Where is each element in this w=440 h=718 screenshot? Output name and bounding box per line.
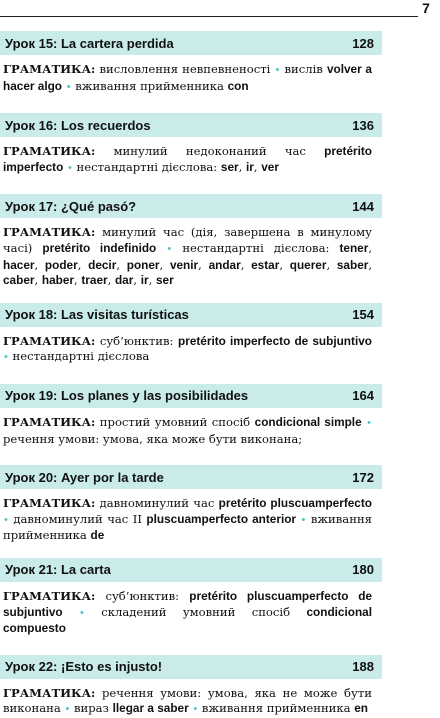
bullet-separator: • bbox=[301, 513, 306, 526]
lesson-page-number: 144 bbox=[352, 198, 374, 214]
lesson-grammar bbox=[0, 218, 386, 288]
grammar-text: , bbox=[148, 273, 156, 288]
grammar-term: dar bbox=[114, 273, 134, 288]
lesson-entry bbox=[0, 384, 440, 447]
lesson-grammar bbox=[0, 327, 386, 366]
lesson-header[interactable] bbox=[0, 384, 382, 408]
grammar-term: de bbox=[90, 528, 105, 543]
grammar-text: складений умовний спосіб bbox=[101, 604, 307, 619]
lesson-entry bbox=[0, 465, 440, 544]
grammar-term: caber bbox=[3, 273, 35, 288]
lesson-title: Урок 22: ¡Esto es injusto! bbox=[5, 659, 163, 675]
grammar-text: давноминулий час II bbox=[13, 511, 147, 526]
grammar-term: ir bbox=[246, 159, 254, 174]
bullet-separator: • bbox=[4, 351, 8, 364]
lesson-grammar bbox=[0, 582, 386, 637]
grammar-term: pretérito imperfecto bbox=[3, 144, 373, 174]
bullet-separator: • bbox=[68, 161, 72, 174]
grammar-term: condicional simple bbox=[254, 414, 362, 429]
grammar-text: , bbox=[198, 257, 209, 272]
lesson-header[interactable] bbox=[0, 194, 382, 218]
lesson-header[interactable] bbox=[0, 558, 382, 582]
grammar-term: en bbox=[354, 701, 369, 716]
grammar-text: вислів bbox=[284, 62, 327, 76]
grammar-term: ver bbox=[261, 159, 279, 174]
grammar-label: ГРАМАТИКА: bbox=[3, 333, 96, 348]
grammar-term: haber bbox=[41, 273, 74, 288]
bullet-separator: • bbox=[275, 64, 280, 76]
lesson-title: Урок 16: Los recuerdos bbox=[5, 117, 151, 133]
grammar-text: , bbox=[133, 273, 141, 288]
grammar-text: , bbox=[73, 273, 82, 288]
grammar-term: pretérito imperfecto de subjuntivo bbox=[178, 333, 372, 348]
grammar-text: минулий недоконаний час bbox=[113, 144, 325, 159]
grammar-text: , bbox=[279, 257, 290, 272]
lesson-title: Урок 20: Ayer por la tarde bbox=[5, 469, 164, 485]
lesson-page-number: 128 bbox=[352, 35, 374, 51]
lesson-entry bbox=[0, 31, 440, 95]
grammar-text: нестандартні дієслова bbox=[12, 349, 150, 364]
grammar-label: ГРАМАТИКА: bbox=[3, 225, 96, 240]
bullet-separator: • bbox=[65, 703, 70, 716]
grammar-term: ser bbox=[155, 273, 174, 288]
grammar-term: ser bbox=[220, 159, 239, 174]
grammar-term: saber bbox=[336, 257, 369, 272]
grammar-text: , bbox=[116, 257, 127, 272]
grammar-label: ГРАМАТИКА: bbox=[3, 144, 96, 159]
bullet-separator: • bbox=[367, 416, 372, 429]
grammar-text: вживання прийменника bbox=[201, 701, 355, 716]
lesson-grammar bbox=[0, 408, 386, 447]
header-rule bbox=[0, 16, 418, 17]
grammar-text: , bbox=[159, 257, 170, 272]
grammar-term: querer bbox=[289, 257, 327, 272]
grammar-term: estar bbox=[251, 257, 280, 272]
table-of-contents bbox=[0, 31, 440, 718]
lesson-header[interactable] bbox=[0, 303, 382, 327]
grammar-text: суб’юнктив: bbox=[105, 588, 190, 603]
grammar-term: con bbox=[227, 78, 249, 93]
grammar-label: ГРАМАТИКА: bbox=[3, 414, 96, 429]
lesson-header[interactable] bbox=[0, 113, 382, 137]
grammar-label: ГРАМАТИКА: bbox=[3, 685, 96, 700]
lesson-header[interactable] bbox=[0, 465, 382, 489]
grammar-text: нестандартні дієслова: bbox=[182, 240, 340, 255]
grammar-term: decir bbox=[88, 257, 117, 272]
lesson-header[interactable] bbox=[0, 655, 382, 679]
bullet-separator: • bbox=[4, 513, 8, 526]
bullet-separator: • bbox=[66, 80, 71, 93]
grammar-text: суб’юнктив: bbox=[99, 333, 179, 348]
grammar-term: pluscuamperfecto anterior bbox=[146, 511, 297, 526]
grammar-label: ГРАМАТИКА: bbox=[3, 496, 96, 511]
lesson-header[interactable] bbox=[0, 31, 382, 55]
grammar-text: вживання прийменника bbox=[3, 511, 372, 543]
grammar-text: , bbox=[240, 257, 252, 272]
lesson-page-number: 154 bbox=[352, 307, 374, 323]
grammar-text: простий умовний спосіб bbox=[99, 414, 255, 429]
grammar-term: pretérito pluscuamperfecto de subjuntivo bbox=[3, 588, 373, 619]
lesson-grammar bbox=[0, 137, 386, 176]
grammar-text: , bbox=[368, 257, 373, 272]
grammar-text: нестандартні дієслова: bbox=[76, 159, 221, 174]
grammar-term: volver a hacer algo bbox=[3, 62, 372, 93]
grammar-text: вживання прийменника bbox=[75, 78, 228, 93]
grammar-label: ГРАМАТИКА: bbox=[3, 62, 96, 76]
grammar-text: речення умови: умова, яка може бути виконана; bbox=[3, 431, 303, 446]
grammar-term: poner bbox=[126, 257, 160, 272]
grammar-term: ir bbox=[140, 273, 149, 288]
lesson-entry bbox=[0, 194, 440, 288]
grammar-text: , bbox=[34, 273, 42, 288]
grammar-text: , bbox=[368, 240, 373, 255]
page-number: 7 bbox=[422, 0, 430, 16]
grammar-term: traer bbox=[81, 273, 108, 288]
grammar-label: ГРАМАТИКА: bbox=[3, 588, 96, 603]
grammar-text: , bbox=[326, 257, 337, 272]
grammar-text: , bbox=[34, 257, 45, 272]
grammar-text: , bbox=[253, 159, 262, 174]
grammar-text: вираз bbox=[74, 701, 113, 716]
lesson-page-number: 188 bbox=[352, 659, 374, 675]
grammar-text: , bbox=[77, 257, 89, 272]
lesson-page-number: 172 bbox=[352, 469, 374, 485]
grammar-term: poder bbox=[44, 257, 78, 272]
grammar-term: hacer bbox=[3, 257, 35, 272]
lesson-page-number: 136 bbox=[352, 117, 374, 133]
lesson-page-number: 164 bbox=[352, 388, 374, 404]
grammar-term: venir bbox=[169, 257, 199, 272]
lesson-title: Урок 17: ¿Qué pasó? bbox=[5, 198, 137, 214]
grammar-term: tener bbox=[339, 240, 369, 255]
lesson-entry bbox=[0, 558, 440, 637]
grammar-text: минулий час (дія, завершена в минулому часі) bbox=[3, 225, 373, 255]
bullet-separator: • bbox=[80, 606, 84, 619]
bullet-separator: • bbox=[167, 242, 172, 255]
grammar-text: давноминулий час bbox=[99, 496, 219, 511]
lesson-entry bbox=[0, 113, 440, 176]
grammar-text: речення умови: умова, яка не може бути виконана bbox=[3, 685, 372, 716]
lesson-title: Урок 21: La carta bbox=[5, 562, 111, 578]
grammar-term: pretérito indefinido bbox=[42, 240, 157, 255]
grammar-text: висловлення невпевненості bbox=[99, 62, 271, 76]
lesson-entry bbox=[0, 655, 440, 718]
grammar-term: llegar a saber bbox=[112, 701, 189, 716]
lesson-grammar bbox=[0, 55, 386, 95]
grammar-term: condicional compuesto bbox=[3, 604, 373, 636]
grammar-term: pretérito pluscuamperfecto bbox=[218, 496, 372, 511]
lesson-title: Урок 19: Los planes y las posibilidades bbox=[5, 388, 249, 404]
lesson-title: Урок 18: Las visitas turísticas bbox=[5, 307, 189, 323]
grammar-text: , bbox=[107, 273, 115, 288]
page-header bbox=[0, 0, 440, 18]
bullet-separator: • bbox=[193, 703, 198, 716]
lesson-entry bbox=[0, 303, 440, 366]
lesson-page-number: 180 bbox=[352, 562, 374, 578]
grammar-text: , bbox=[238, 159, 246, 174]
lesson-grammar bbox=[0, 489, 386, 544]
grammar-term: andar bbox=[208, 257, 241, 272]
lesson-grammar bbox=[0, 679, 386, 718]
lesson-title: Урок 15: La cartera perdida bbox=[5, 35, 174, 51]
